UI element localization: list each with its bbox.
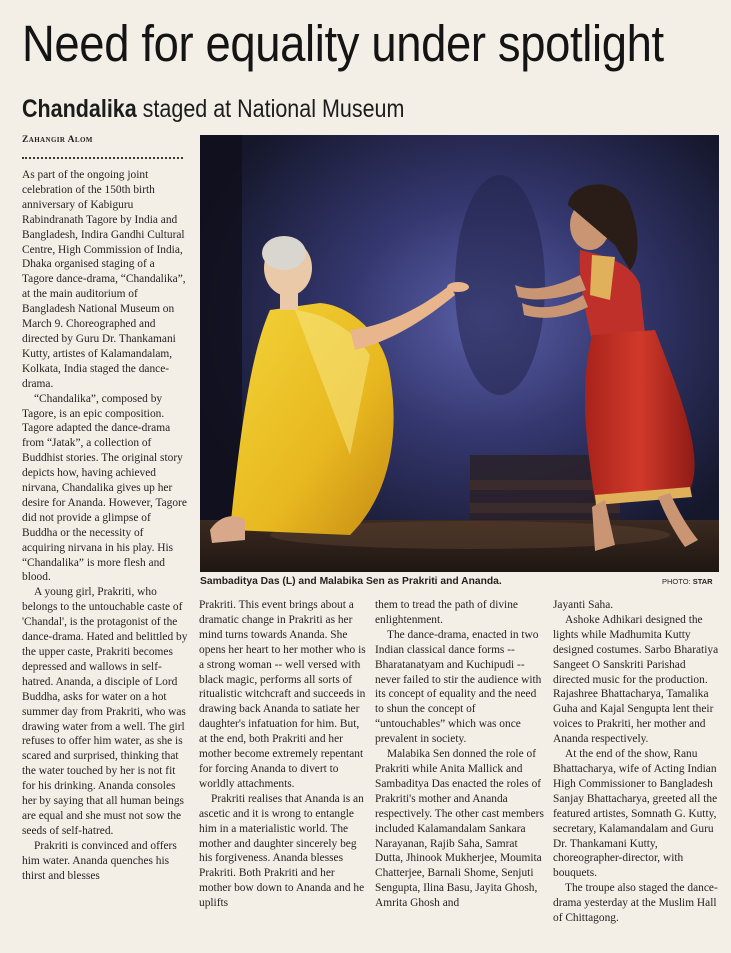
paragraph: Prakriti. This event brings about a dramatic change in Prakriti as her mind turns towards Ananda. She opens her heart to her mother who is a strong woman -- well versed with black magic, performs all sorts of ritualistic witchcraft and succeeds in drawing back Ananda to satiate her daughter's infatuation for him. But, at the end, both Prakriti and her mother become extremely repentant for forcing Ananda to divert to worldly attachments.	[199, 599, 366, 790]
paragraph: The dance-drama, enacted in two Indian classical dance forms --Bharatanatyam and Kuchipudi -- never failed to stir the audience with its concept of equality and the need to shun the concept of “untouchables” which was once prevalent in society.	[375, 628, 542, 746]
paragraph: A young girl, Prakriti, who belongs to the untouchable caste of 'Chandal', is the protagonist of the dance-drama. Hated and belittled by the upper caste, Prakriti becomes depressed and wallows in self-hatred. Ananda, a disciple of Lord Buddha, asks for water on a hot summer day from Prakriti, who was drawing water from a well. The girl refuses to offer him water, as she is scared and surprised, thinking that the water touched by her is not fit for his drinking. Ananda consoles her by saying that all human beings are equal and she must not sow the seeds of self-hatred.	[22, 586, 188, 837]
article-column-3	[375, 598, 545, 911]
photo-credit-source: STAR	[692, 577, 713, 586]
photo-caption: Sambaditya Das (L) and Malabika Sen as Prakriti and Ananda.	[200, 576, 502, 587]
subheadline	[22, 94, 404, 124]
article-column-1	[22, 168, 188, 884]
headline: Need for equality under spotlight	[22, 15, 664, 72]
byline: Zahangir Alom	[22, 135, 93, 145]
paragraph: “Chandalika”, composed by Tagore, is an epic composition. Tagore adapted the dance-drama from “Jatak”, a collection of Buddhist stories. The original story depicts how, having achieved nirvana, Chandalika gives up her desire for Ananda. However, Tagore did not provide a glimpse of Buddha or the necessity of acquiring nirvana in his play. His “Chandalika” is more flesh and blood.	[22, 392, 187, 584]
paragraph: At the end of the show, Ranu Bhattacharya, wife of Acting Indian High Commissioner to Bangladesh Sanjay Bhattacharya, greeted all the featured artistes, Somnath G. Kutty, secretary, Kalamandalam and Guru Dr. Thankamani Kutty, choreographer-director, with bouquets.	[553, 748, 718, 880]
paragraph: As part of the ongoing joint celebration of the 150th birth anniversary of Kabiguru Rabindranath Tagore by India and Bangladesh, Indira Gandhi Cultural Centre, High Commission of India, Dhaka organised staging of a Tagore dance-drama, “Chandalika”, at the main auditorium of Bangladesh National Museum on March 9. Choreographed and directed by Guru Dr. Thankamani Kutty, artistes of Kalamandalam, Kolkata, India staged the dance-drama.	[22, 169, 186, 390]
byline-divider	[22, 157, 183, 159]
photo-credit-label: PHOTO:	[662, 577, 693, 586]
paragraph: The troupe also staged the dance-drama yesterday at the Muslim Hall of Chittagong.	[553, 882, 718, 925]
paragraph: Ashoke Adhikari designed the lights while Madhumita Kutty designed costumes. Sarbo Bharatiya Sangeet O Sanskriti Parishad directed music for the production. Rajashree Bhattacharya, Tamalika Guha and Kajal Sengupta lent their voices to Prakriti, her mother and Ananda respectively.	[553, 613, 719, 746]
subhead-rest: staged at National Museum	[136, 95, 405, 123]
paragraph: them to tread the path of divine enlightenment.	[375, 599, 518, 626]
article-column-4	[553, 598, 721, 926]
paragraph: Jayanti Saha.	[553, 599, 614, 611]
stage-photo-illustration	[200, 135, 719, 572]
subhead-play-title: Chandalika	[22, 95, 137, 123]
paragraph: Malabika Sen donned the role of Prakriti while Anita Mallick and Sambaditya Das enacted the roles of Prakriti's mother and Ananda respectively. The other cast members included Kalamandalam Sankara Narayanan, Rajib Saha, Samrat Dutta, Jhinook Mukherjee, Moumita Chatterjee, Barnali Shome, Senjuti Sengupta, Ilina Basu, Jayita Ghosh, Amrita Ghosh and	[375, 748, 544, 910]
stage-photo	[200, 135, 719, 572]
paragraph: Prakriti is convinced and offers him water. Ananda quenches his thirst and blesses	[22, 839, 177, 882]
article-column-2	[199, 598, 367, 911]
photo-credit	[662, 577, 713, 586]
paragraph: Prakriti realises that Ananda is an ascetic and it is wrong to entangle him in a materialistic world. The mother and daughter sincerely beg his forgiveness. Ananda blesses Prakriti. Both Prakriti and her mother bow down to Ananda and he uplifts	[199, 792, 365, 910]
